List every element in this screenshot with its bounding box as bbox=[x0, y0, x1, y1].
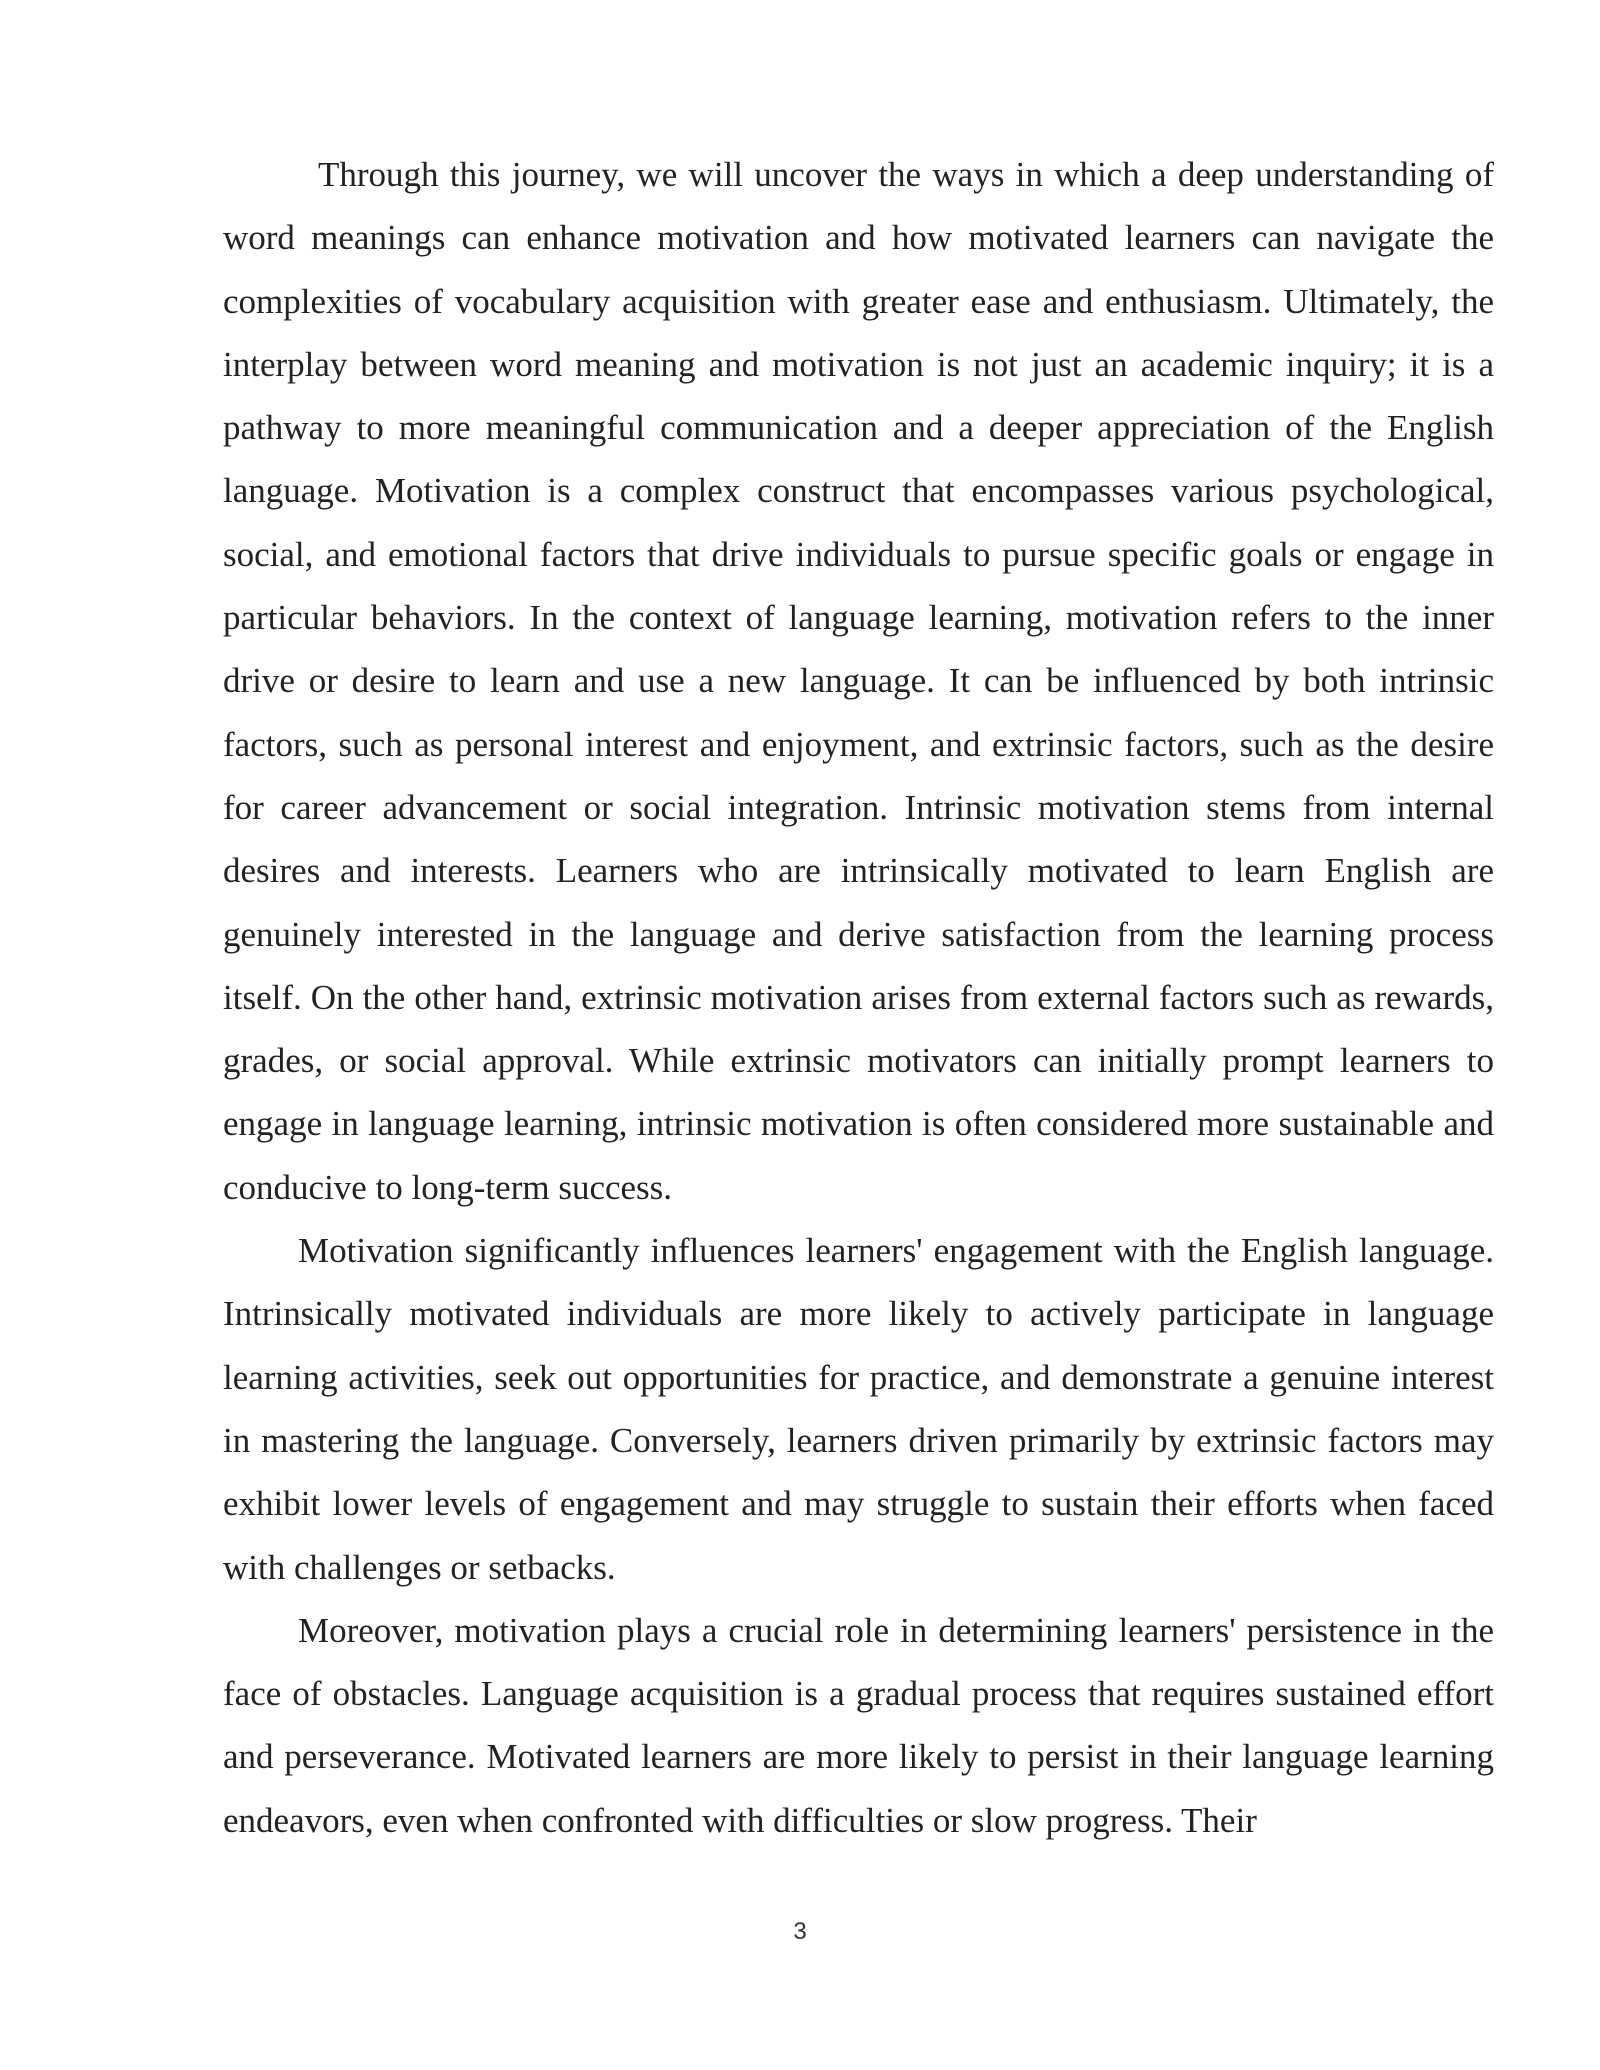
page-number: 3 bbox=[793, 1918, 807, 1945]
paragraph-2: Motivation significantly influences learners' engagement with the English language. Intrinsically motivated individuals are more likely to actively participate in language learning activities, seek out opportunities for practice, and demonstrate a genuine interest in mastering the language. Conversely, learners driven primarily by extrinsic factors may exhibit lower levels of engagement and may struggle to sustain their efforts when faced with challenges or setbacks. bbox=[223, 1231, 1494, 1587]
paragraph-1: Through this journey, we will uncover the ways in which a deep understanding of word meanings can enhance motivation and how motivated learners can navigate the complexities of vocabulary acquisition with greater ease and enthusiasm. Ultimately, the interplay between word meaning and motivation is not just an academic inquiry; it is a pathway to more meaningful communication and a deeper appreciation of the English language. Motivation is a complex construct that encompasses various psychological, social, and emotional factors that drive individuals to pursue specific goals or engage in particular behaviors. In the context of language learning, motivation refers to the inner drive or desire to learn and use a new language. It can be influenced by both intrinsic factors, such as personal interest and enjoyment, and extrinsic factors, such as the desire for career advancement or social integration. Intrinsic motivation stems from internal desires and interests. Learners who are intrinsically motivated to learn English are genuinely interested in the language and derive satisfaction from the learning process itself. On the other hand, extrinsic motivation arises from external factors such as rewards, grades, or social approval. While extrinsic motivators can initially prompt learners to engage in language learning, intrinsic motivation is often considered more sustainable and conducive to long-term success. bbox=[223, 155, 1494, 1207]
paragraph-3: Moreover, motivation plays a crucial role in determining learners' persistence in the face of obstacles. Language acquisition is a gradual process that requires sustained effort and perseverance. Motivated learners are more likely to persist in their language learning endeavors, even when confronted with difficulties or slow progress. Their bbox=[223, 1610, 1494, 1840]
body-text bbox=[223, 143, 1494, 1852]
